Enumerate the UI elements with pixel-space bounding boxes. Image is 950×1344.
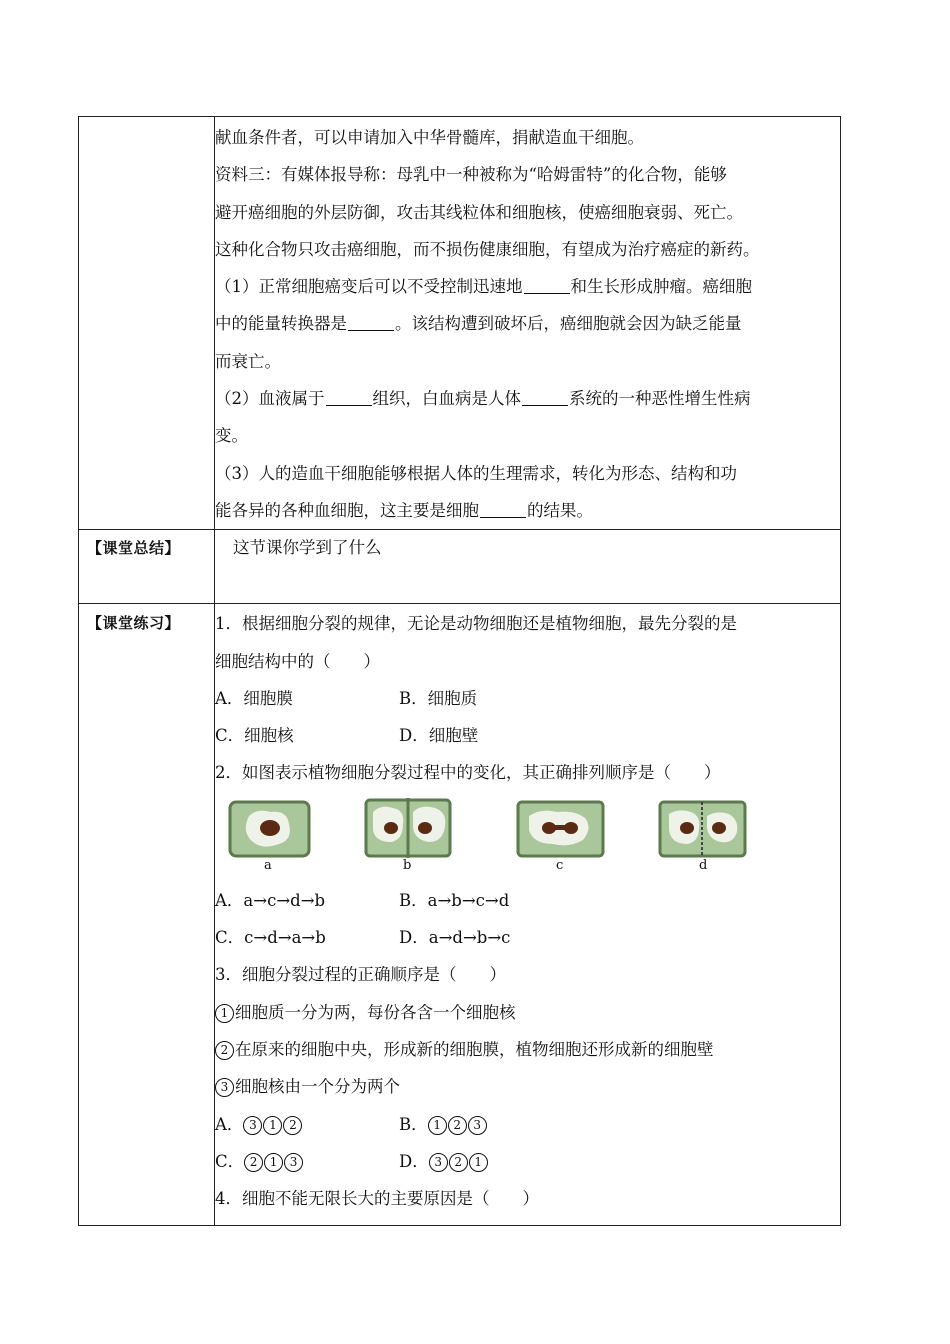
question-1-line: （1）正常细胞癌变后可以不受控制迅速地 和生长形成肿瘤。癌细胞 — [215, 277, 752, 297]
q3-options — [215, 1106, 840, 1143]
q3-options — [215, 1143, 840, 1180]
circled-number: 2 — [215, 1041, 234, 1060]
option-c[interactable]: C．细胞核 — [215, 726, 294, 746]
practice-label: 【课堂练习】 — [87, 614, 181, 633]
option-b[interactable]: B．a→b→c→d — [399, 890, 510, 910]
cell-d-label: d — [699, 857, 708, 873]
cell-b-label: b — [403, 857, 412, 873]
question-1-line: 中的能量转换器是 。该结构遭到破坏后，癌细胞就会因为缺乏能量 — [215, 314, 742, 334]
summary-label-cell — [79, 530, 215, 604]
worksheet-table — [78, 116, 841, 1226]
practice-content-cell — [215, 604, 841, 1226]
q4-line: 4．细胞不能无限长大的主要原因是（ ） — [215, 1189, 539, 1209]
q2-options — [215, 882, 840, 919]
question-3-line: 能各异的各种血细胞，这主要是细胞 的结果。 — [215, 500, 593, 520]
option-d[interactable]: D．a→d→b→c — [399, 928, 511, 948]
practice-label-cell — [79, 604, 215, 1226]
q3-item-1: 1 细胞质一分为两，每份各含一个细胞核 — [215, 994, 840, 1031]
summary-label: 【课堂总结】 — [87, 539, 181, 558]
answer-blank[interactable] — [326, 404, 372, 406]
reading-line: 这种化合物只攻击癌细胞，而不损伤健康细胞，有望成为治疗癌症的新药。 — [215, 239, 760, 259]
answer-blank[interactable] — [480, 516, 526, 518]
cell-b-image — [363, 794, 455, 860]
cell-c-image — [515, 798, 607, 860]
q1-line: 1．根据细胞分裂的规律，无论是动物细胞还是植物细胞，最先分裂的是 — [215, 614, 737, 634]
question-2-line: 变。 — [215, 426, 248, 446]
option-c[interactable]: C． 2 1 3 — [215, 1143, 399, 1180]
reading-line: 献血条件者，可以申请加入中华骨髓库，捐献造血干细胞。 — [215, 128, 644, 147]
reading-content-cell — [215, 117, 841, 530]
q3-item-3: 3 细胞核由一个分为两个 — [215, 1068, 840, 1105]
question-3-line: （3）人的造血干细胞能够根据人体的生理需求，转化为形态、结构和功 — [215, 463, 737, 483]
answer-blank[interactable] — [522, 404, 568, 406]
option-a[interactable]: A．a→c→d→b — [215, 890, 326, 910]
answer-blank[interactable] — [524, 292, 570, 294]
q2-line: 2．如图表示植物细胞分裂过程中的变化，其正确排列顺序是（ ） — [215, 763, 721, 783]
summary-text: 这节课你学到了什么 — [233, 538, 382, 558]
summary-row — [79, 530, 841, 604]
cell-division-figure — [215, 792, 840, 882]
summary-content-cell — [215, 530, 841, 604]
reading-line: 避开癌细胞的外层防御，攻击其线粒体和细胞核，使癌细胞衰弱、死亡。 — [215, 202, 743, 222]
option-a[interactable]: A． 3 1 2 — [215, 1106, 399, 1143]
option-b[interactable]: B． 1 2 3 — [399, 1106, 488, 1143]
cell-c-label: c — [556, 857, 564, 873]
reading-line: 资料三：有媒体报导称：母乳中一种被称为“哈姆雷特”的化合物，能够 — [215, 165, 727, 185]
cell-d-image — [657, 798, 749, 860]
option-d[interactable]: D． 3 2 1 — [399, 1143, 489, 1180]
question-1-line: 而衰亡。 — [215, 351, 281, 371]
q1-line: 细胞结构中的（ ） — [215, 651, 380, 671]
question-2-line: （2）血液属于 组织，白血病是人体 系统的一种恶性增生性病 — [215, 389, 751, 409]
reading-row — [79, 117, 841, 530]
q1-options — [215, 680, 840, 717]
option-d[interactable]: D．细胞壁 — [399, 726, 479, 746]
q2-options — [215, 919, 840, 956]
answer-blank[interactable] — [348, 329, 394, 331]
option-b[interactable]: B．细胞质 — [399, 688, 478, 708]
cell-a-image — [227, 798, 313, 860]
q1-options — [215, 717, 840, 754]
reading-label-cell — [79, 117, 215, 530]
option-c[interactable]: C．c→d→a→b — [215, 928, 326, 948]
practice-row — [79, 604, 841, 1226]
q3-line: 3．细胞分裂过程的正确顺序是（ ） — [215, 965, 506, 985]
cell-a-label: a — [264, 857, 272, 873]
circled-number: 1 — [215, 1004, 234, 1023]
circled-number: 3 — [215, 1078, 234, 1097]
option-a[interactable]: A．细胞膜 — [215, 688, 293, 708]
q3-item-2: 2 在原来的细胞中央，形成新的细胞膜，植物细胞还形成新的细胞壁 — [215, 1031, 840, 1068]
